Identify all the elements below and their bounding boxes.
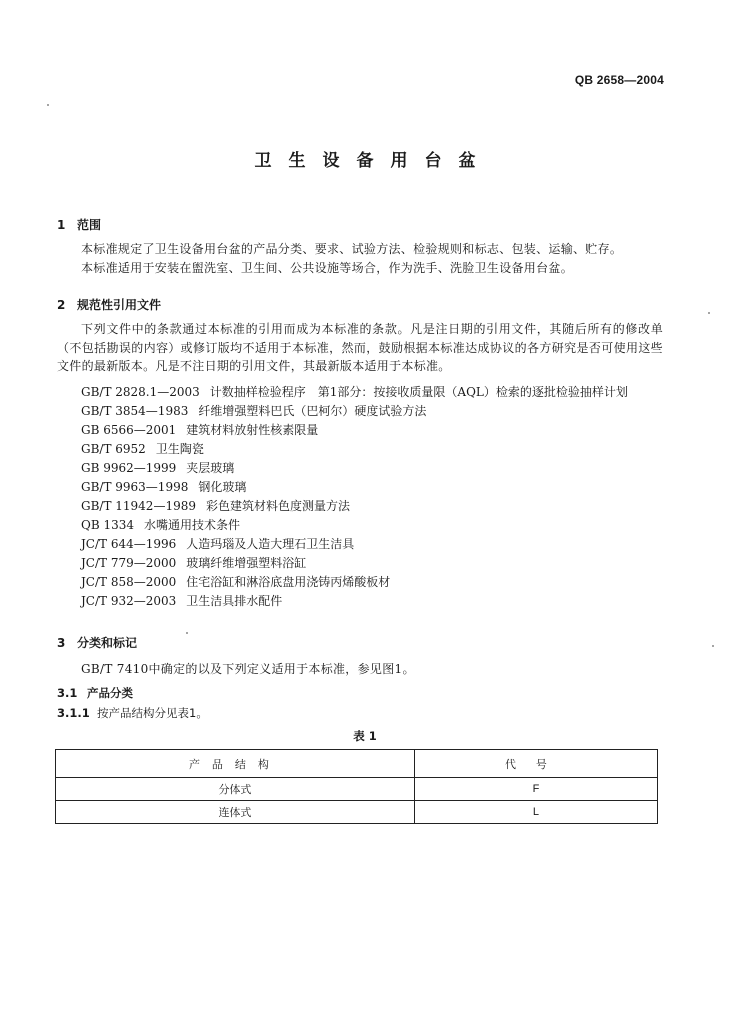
column-header: 产品结构 — [56, 750, 415, 778]
reference-item — [81, 402, 628, 421]
reference-title: 住宅浴缸和淋浴底盘用浇铸丙烯酸板材 — [186, 575, 391, 589]
reference-item — [81, 497, 628, 516]
reference-title: 纤维增强塑料巴氏（巴柯尔）硬度试验方法 — [198, 404, 427, 418]
clause-3-1-1 — [57, 705, 208, 721]
reference-code: JC/T 644—1996 — [81, 537, 177, 551]
reference-item — [81, 573, 628, 592]
reference-code: GB 6566—2001 — [81, 423, 177, 437]
reference-code: JC/T 858—2000 — [81, 575, 177, 589]
reference-title: 建筑材料放射性核素限量 — [186, 423, 319, 437]
reference-code: QB 1334 — [81, 518, 135, 532]
subsection-number: 3.1 — [57, 686, 78, 700]
reference-title: 钢化玻璃 — [198, 480, 247, 494]
reference-code: GB 9962—1999 — [81, 461, 177, 475]
scan-speck — [47, 104, 49, 106]
reference-item — [81, 478, 628, 497]
table-cell: F — [414, 778, 657, 801]
paragraph: 本标准适用于安装在盥洗室、卫生间、公共设施等场合，作为洗手、洗脸卫生设备用台盆。 — [81, 260, 574, 275]
reference-item — [81, 440, 628, 459]
section-1-body — [57, 240, 663, 277]
reference-item — [81, 592, 628, 611]
paragraph: 下列文件中的条款通过本标准的引用而成为本标准的条款。凡是注日期的引用文件，其随后所有的修改单（不包括勘误的内容）或修订版均不适用于本标准，然而，鼓励根据本标准达成协议的各方研究是否可使用这些文件的最新版本。凡是不注日期的引用文件，其最新版本适用于本标准。 — [57, 322, 663, 373]
table-cell: 连体式 — [56, 801, 415, 824]
section-number: 2 — [57, 298, 66, 312]
product-structure-table — [55, 749, 658, 824]
reference-code: JC/T 779—2000 — [81, 556, 177, 570]
reference-title: 计数抽样检验程序 第1部分：按接收质量限（AQL）检索的逐批检验抽样计划 — [209, 385, 628, 399]
scan-speck — [712, 645, 714, 647]
reference-title: 人造玛瑙及人造大理石卫生洁具 — [186, 537, 355, 551]
reference-list — [81, 383, 628, 611]
reference-item — [81, 383, 628, 402]
section-3-intro — [57, 660, 663, 679]
reference-code: GB/T 9963—1998 — [81, 480, 189, 494]
paragraph: 本标准规定了卫生设备用台盆的产品分类、要求、试验方法、检验规则和标志、包装、运输、贮存。 — [81, 242, 623, 256]
table-cell: L — [414, 801, 657, 824]
reference-item — [81, 459, 628, 478]
section-number: 1 — [57, 218, 66, 232]
reference-title: 水嘴通用技术条件 — [144, 518, 241, 532]
reference-title: 夹层玻璃 — [186, 461, 235, 475]
reference-item — [81, 554, 628, 573]
table-row — [56, 801, 658, 824]
reference-title: 玻璃纤维增强塑料浴缸 — [186, 556, 307, 570]
reference-code: GB/T 3854—1983 — [81, 404, 189, 418]
document-title: 卫生设备用台盆 — [254, 151, 493, 171]
section-title: 规范性引用文件 — [77, 298, 162, 312]
reference-item — [81, 535, 628, 554]
reference-code: JC/T 932—2003 — [81, 594, 177, 608]
paragraph: GB/T 7410中确定的以及下列定义适用于本标准，参见图1。 — [81, 662, 415, 676]
scan-speck — [186, 632, 188, 634]
section-2-heading — [57, 296, 161, 313]
column-header: 代号 — [414, 750, 657, 778]
clause-number: 3.1.1 — [57, 706, 90, 720]
table-header-row — [56, 750, 658, 778]
reference-code: GB/T 6952 — [81, 442, 146, 456]
section-3-heading — [57, 634, 137, 651]
reference-code: GB/T 11942—1989 — [81, 499, 196, 513]
section-1-heading — [57, 216, 101, 233]
subsection-3-1-heading — [57, 685, 133, 701]
section-title: 分类和标记 — [77, 636, 138, 650]
reference-title: 卫生洁具排水配件 — [186, 594, 283, 608]
section-2-intro — [57, 320, 663, 376]
reference-item — [81, 516, 628, 535]
section-title: 范围 — [77, 218, 102, 232]
reference-title: 彩色建筑材料色度测量方法 — [205, 499, 350, 513]
table-row — [56, 778, 658, 801]
scan-speck — [708, 312, 710, 314]
reference-title: 卫生陶瓷 — [155, 442, 204, 456]
table-cell: 分体式 — [56, 778, 415, 801]
clause-text: 按产品结构分见表1。 — [97, 706, 208, 720]
reference-item — [81, 421, 628, 440]
subsection-title: 产品分类 — [87, 686, 133, 700]
reference-code: GB/T 2828.1—2003 — [81, 385, 200, 399]
section-number: 3 — [57, 636, 66, 650]
table-caption: 表 1 — [353, 729, 377, 743]
standard-code: QB 2658—2004 — [574, 73, 664, 87]
